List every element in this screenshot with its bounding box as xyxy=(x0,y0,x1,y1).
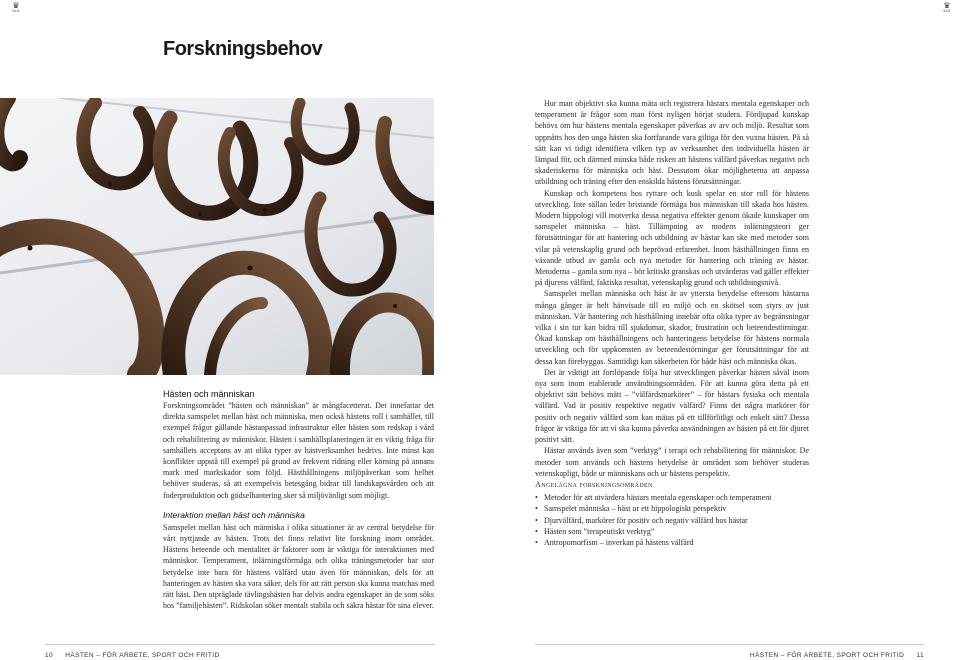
paragraph: Hur man objektivt ska kunna mäta och registrera hästars mentala egenskaper och temperament är frågor som man först nyligen börjat studera. Fördjupad kunskap behövs om hur hästens mentala egenskaper påverkas av arv och miljö. Resultat som uppnåtts hos den unga hästen ska fortfarande vara giltiga för den vuxna hästen. På så sätt kan vi tidigt identifiera vilken typ av verksamhet den individuella hästen är lämpad för, och därmed minska både risken att hästens välfärd påverkas negativt och skaderiskerna för människa och häst. Dessutom ökar möjligheterna att anpassa utbildning och träning efter den enskilda hästens förutsättningar. xyxy=(535,99,809,187)
list-item: • Djurvälfärd, markörer för positiv och negativ välfärd hos hästar xyxy=(535,515,809,526)
section-heading: Hästen och människan xyxy=(163,389,255,399)
crown-icon: ♛ xyxy=(943,1,951,10)
list-heading: Angelägna forskningsområden xyxy=(535,479,653,489)
right-column xyxy=(535,98,809,548)
footer-title-left: HÄSTEN – FÖR ARBETE, SPORT OCH FRITID xyxy=(65,652,220,659)
list-item: • Hästen som ”terapeutiskt verktyg” xyxy=(535,526,809,537)
horseshoes-photo xyxy=(0,98,434,375)
slu-logo-left xyxy=(9,2,23,14)
paragraph: Samspelet mellan människa och häst är av yttersta betydelse eftersom hästarna många gånger är helt hänvisade till en miljö och en skötsel som styrs av just människan. Vår hantering och hästhållning innebär ofta olika typer av begränsningar vilka i sin tur kan bidra till sjukdomar, skador, frustration och beteendestörningar. Ökad kunskap om hästhållningens och hanteringens betydelse för hästens normala utveckling och för uppkomsten av beteendestörningar ger förutsättningar för att dessa kan förebyggas. Samtidigt kan säkerheten för både häst och människa ökas. xyxy=(535,289,809,366)
left-column xyxy=(163,389,434,611)
research-areas-list xyxy=(535,492,809,548)
logo-text: SLU xyxy=(943,9,951,13)
logo-text: SLU xyxy=(12,9,20,13)
paragraph: Hästar används även som ”verktyg” i terapi och rehabilitering för människor. De metoder som används och hästens betydelse är områden som behöver studeras vetenskapligt, både ur människans och ur hästens perspektiv. xyxy=(535,446,809,478)
footer-rule-right xyxy=(535,644,925,645)
subsection-paragraph: Samspelet mellan häst och människa i olika situationer är av central betydelse för vårt nyttjande av hästen. Trots det finns relativt lite forskning inom området. Hästens beteende och mentalitet är faktorer som är viktiga för interaktionen med människor. Temperament, inlärningsförmåga och olika träningsmetoder har stor betydelse inte bara för hästens välfärd utan även för människan, dels för att hanteringen av hästen ska vara säker, dels för att rätt person ska kunna matchas med rätt häst. Den utpräglade tävlingshästen har delvis andra egenskaper än de som söks hos ”familjehästen”. Ridskolan söker mentalt stabila och säkra hästar för sina elever. xyxy=(163,522,434,611)
footer-left xyxy=(45,652,220,659)
crown-icon: ♛ xyxy=(12,1,20,10)
list-item: • Metoder för att utvärdera hästars mentala egenskaper och temperament xyxy=(535,492,809,503)
footer-title-right: HÄSTEN – FÖR ARBETE, SPORT OCH FRITID xyxy=(749,652,905,659)
paragraph: Det är viktigt att fortlöpande följa hur utvecklingen påverkar hästen såväl inom nya som inom etablerade användningsområden. För att kunna göra detta på ett objektivt sätt behövs mätt – ”välfärdsmarkörer” – för hästars fysiska och mentala välfärd. Vad är positiv respektive negativ välfärd? Finns det några markörer för positiv och negativ välfärd som kan mätas på ett tillförlitligt och enkelt sätt? Dessa frågor är viktiga för att vi ska kunna påverka användningen av hästen på ett för djuret positivt sätt. xyxy=(535,367,809,445)
footer-right xyxy=(750,652,924,659)
intro-paragraph: Forskningsområdet ”hästen och människan” är mångfacetterat. Det innefattar det direkta samspelet mellan häst och människa, men också hästens roll i samhället, till exempel frågor gällande hästanpassad infrastruktur eller hästen som redskap i vård och rehabilitering av människor. Hästen i samhällsplaneringen är en viktig fråga för samhällets acceptans av att olika typer av hästverksamhet bedrivs. Inte minst kan konflikter uppstå till exempel på grund av frekvent ridning eller körning på annans mark med markskador som följd. Hästhållningens miljöpåverkan som helhet behöver studeras, så att exempelvis betesgång bidrar till landskapsvården och att foderproduktion och gödselhantering sker så miljövänligt som möjligt. xyxy=(163,401,434,500)
footer-rule-left xyxy=(45,644,435,645)
list-item: • Antropomorfism – inverkan på hästens välfärd xyxy=(535,537,809,548)
page-number-left: 10 xyxy=(45,652,54,659)
page-number-right: 11 xyxy=(916,652,924,659)
subsection-heading: Interaktion mellan häst och människa xyxy=(163,509,305,520)
paragraph: Kunskap och kompetens hos ryttare och kusk spelar en stor roll för hästens utveckling. Inte sällan leder bristande förmåga hos människan till skada hos hästen. Modern hippologi vill motverka dessa negativa effekter genom ökade kunskaper om samspelet människa – häst. Tillämpning av modern inlärningsteori ger förutsättningar för att hantering och utbildning av hästar kan ske med metoder som vilar på vetenskaplig grund och beprövad erfarenhet. Inom hästhållningen finns en växande utbud av gamla och nya metoder för hantering och träning av hästar. Metoderna – gamla som nya – bör kritiskt granskas och utvärderas vad gäller effekter på djurens välfärd, faktiska resultat, vetenskaplig grund och utbildningsnivå. xyxy=(535,188,809,288)
slu-logo-right xyxy=(940,2,954,14)
page-title: Forskningsbehov xyxy=(163,38,323,60)
list-item: • Samspelet människa – häst ur ett hippologiskt perspektiv xyxy=(535,503,809,514)
